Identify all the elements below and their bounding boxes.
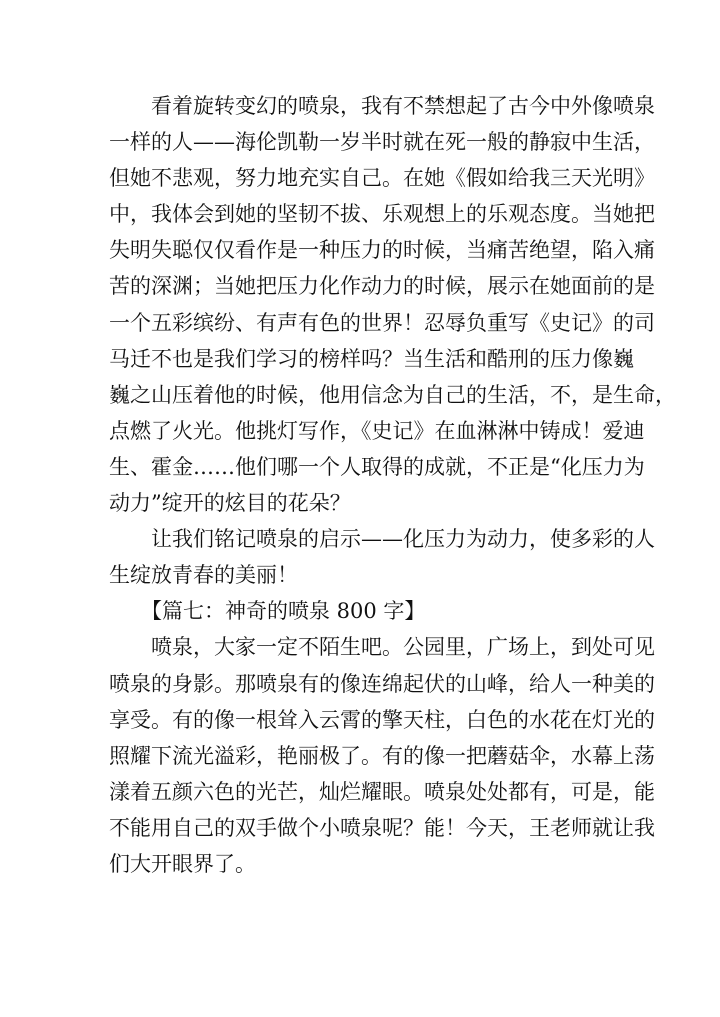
text-line: 照耀下流光溢彩，艳丽极了。有的像一把蘑菇伞，水幕上荡 [109, 743, 655, 768]
text-line: 苦的深渊；当她把压力化作动力的时候，展示在她面前的是 [109, 274, 655, 299]
text-line: 点燃了火光。他挑灯写作，《史记》在血淋淋中铸成！爱迪 [109, 418, 645, 443]
text-line: 喷泉的身影。那喷泉有的像连绵起伏的山峰，给人一种美的 [109, 671, 655, 696]
text-line: 动力”绽开的炫目的花朵？ [109, 491, 351, 516]
paragraph-3 [109, 629, 655, 882]
text-line: 看着旋转变幻的喷泉，我有不禁想起了古今中外像喷泉 [151, 94, 655, 118]
text-line: 喷泉，大家一定不陌生吧。公园里，广场上，到处可见 [151, 635, 655, 660]
text-line: 们大开眼界了。 [109, 851, 256, 876]
text-line: 失明失聪仅仅看作是一种压力的时候，当痛苦绝望，陷入痛 [109, 238, 655, 263]
text-line: 一样的人——海伦凯勒一岁半时就在死一般的静寂中生活， [109, 130, 655, 155]
text-line: 漾着五颜六色的光芒，灿烂耀眼。喷泉处处都有，可是，能 [109, 779, 655, 804]
text-line: 生绽放青春的美丽！ [109, 563, 298, 588]
text-line: 巍之山压着他的时候，他用信念为自己的生活，不，是生命， [109, 382, 676, 407]
text-line: 享受。有的像一根耸入云霄的擎天柱，白色的水花在灯光的 [109, 707, 655, 732]
text-line: 不能用自己的双手做个小喷泉呢？能！今天，王老师就让我 [109, 815, 655, 840]
text-line: 马迁不也是我们学习的榜样吗？当生活和酷刑的压力像巍 [109, 346, 634, 371]
section-heading: 【篇七：神奇的喷泉 800 字】 [141, 599, 426, 624]
paragraph-2 [109, 521, 655, 593]
text-line: 让我们铭记喷泉的启示——化压力为动力，使多彩的人 [151, 527, 655, 552]
text-line: 生、霍金……他们哪一个人取得的成就，不正是“化压力为 [109, 454, 645, 479]
paragraph-1 [109, 88, 676, 521]
text-line: 但她不悲观，努力地充实自己。在她《假如给我三天光明》 [109, 166, 655, 191]
document-body [109, 88, 676, 882]
text-line: 中，我体会到她的坚韧不拔、乐观想上的乐观态度。当她把 [109, 202, 655, 227]
text-line: 一个五彩缤纷、有声有色的世界！忍辱负重写《史记》的司 [109, 310, 655, 335]
